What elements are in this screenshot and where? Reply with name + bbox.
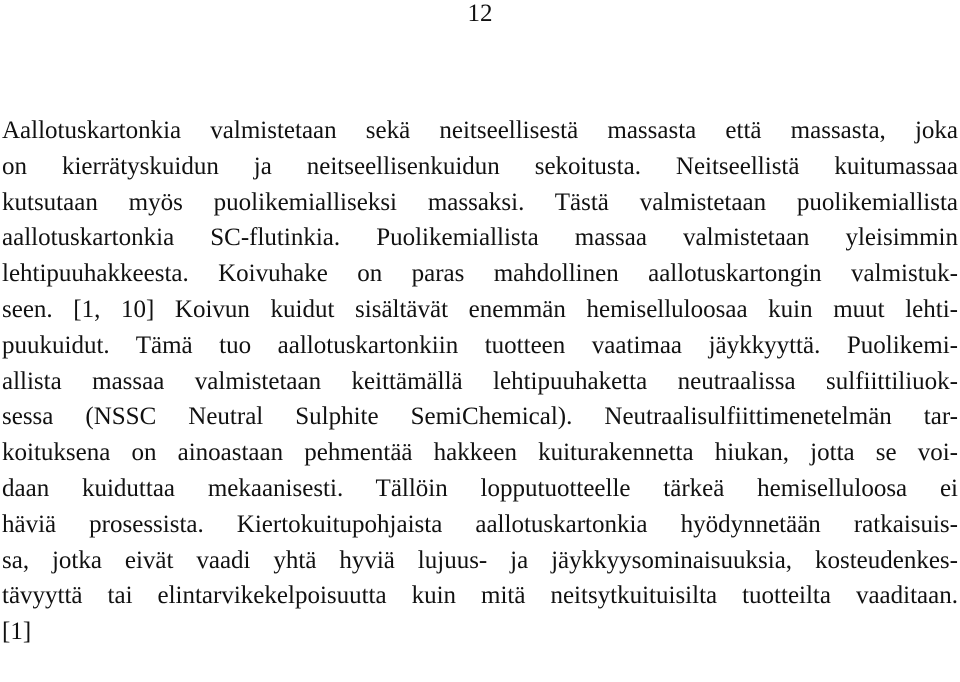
text-line: koituksena on ainoastaan pehmentää hakkeen kuiturakennetta hiukan, jotta se voi- [2,439,958,467]
body-paragraph [2,113,958,650]
text-line: allista massaa valmistetaan keittämällä lehtipuuhaketta neutraalissa sulfiittiliuok- [2,367,958,395]
text-line: sessa (NSSC Neutral Sulphite SemiChemical). Neutraalisulfiittimenetelmän tar- [2,403,958,431]
page-number: 12 [467,0,493,27]
text-line: lehtipuuhakkeesta. Koivuhake on paras mahdollinen aallotuskartongin valmistuk- [2,260,958,288]
text-line: tävyyttä tai elintarvikekelpoisuutta kuin mitä neitsytkuituisilta tuotteilta vaaditaan. [2,582,958,610]
text-line: aallotuskartonkia SC-flutinkia. Puolikemiallista massaa valmistetaan yleisimmin [2,224,958,252]
text-line: daan kuiduttaa mekaanisesti. Tällöin lopputuotteelle tärkeä hemiselluloosa ei [2,474,958,502]
reference-citation: [1] [2,618,32,646]
text-line: seen. [1, 10] Koivun kuidut sisältävät enemmän hemiselluloosaa kuin muut lehti- [2,295,958,323]
text-line: sa, jotka eivät vaadi yhtä hyviä lujuus- ja jäykkyysominaisuuksia, kosteudenkes- [2,546,958,574]
text-line: kutsutaan myös puolikemialliseksi massaksi. Tästä valmistetaan puolikemiallista [2,188,958,216]
text-line: Aallotuskartonkia valmistetaan sekä neitseellisestä massasta että massasta, joka [2,117,958,144]
text-line: puukuidut. Tämä tuo aallotuskartonkiin tuotteen vaatimaa jäykkyyttä. Puolikemi- [2,331,958,359]
text-line: on kierrätyskuidun ja neitseellisenkuidun sekoitusta. Neitseellistä kuitumassaa [2,152,958,180]
text-line: häviä prosessista. Kiertokuitupohjaista aallotuskartonkia hyödynnetään ratkaisuis- [2,510,958,538]
